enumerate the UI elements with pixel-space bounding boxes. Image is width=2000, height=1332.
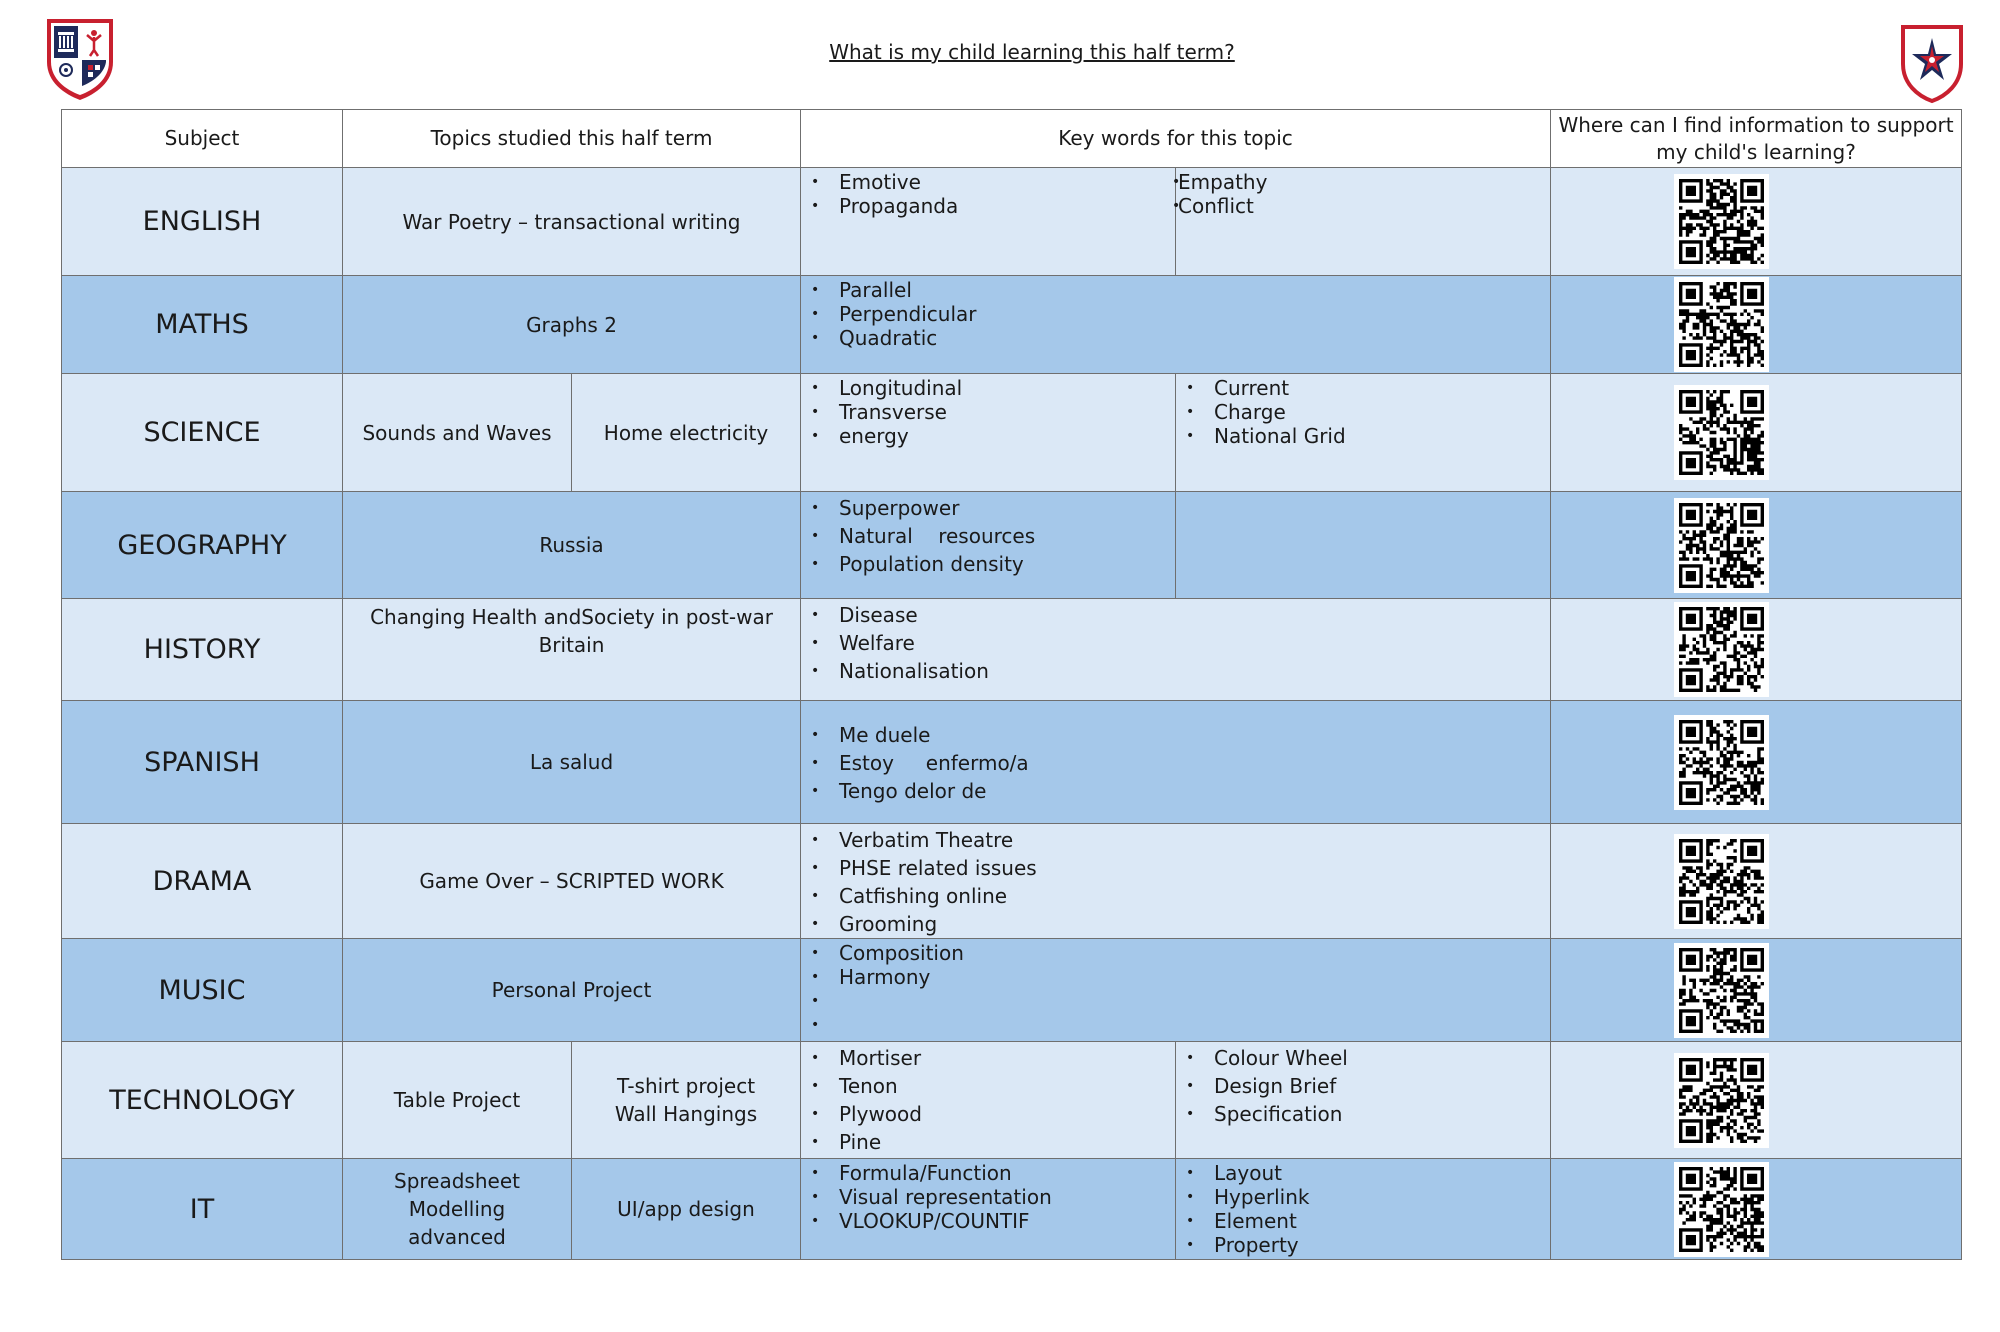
keywords-cell	[801, 276, 1551, 374]
keyword: • Empathy	[1162, 170, 1550, 194]
topic-cell: War Poetry – transactional writing	[343, 168, 801, 276]
topic-cell: Home electricity	[572, 374, 801, 492]
qr-code-icon[interactable]	[1674, 174, 1769, 269]
keyword: • Me duele	[801, 721, 1550, 749]
qr-code-icon[interactable]	[1674, 385, 1769, 480]
qr-cell	[1551, 824, 1962, 939]
keywords-cell	[801, 374, 1176, 492]
topic-cell: UI/app design	[572, 1159, 801, 1260]
subject-cell: TECHNOLOGY	[62, 1042, 343, 1159]
keyword: • Catfishing online	[801, 882, 1550, 910]
keyword: • Visual representation	[801, 1185, 1175, 1209]
keywords-cell	[801, 1042, 1176, 1159]
curriculum-table	[61, 109, 1962, 1260]
keyword: • National Grid	[1176, 424, 1550, 448]
topic-cell: La salud	[343, 701, 801, 824]
table-row	[62, 701, 1962, 824]
qr-cell	[1551, 599, 1962, 701]
keywords-header: Key words for this topic	[801, 110, 1551, 168]
page-title: What is my child learning this half term?	[829, 40, 1235, 64]
keyword: • Tenon	[801, 1072, 1175, 1100]
topic-cell: Personal Project	[343, 939, 801, 1042]
keywords-cell	[1176, 1159, 1551, 1260]
qr-code-icon[interactable]	[1674, 277, 1769, 372]
qr-cell	[1551, 1159, 1962, 1260]
topic-cell: Graphs 2	[343, 276, 801, 374]
qr-cell	[1551, 276, 1962, 374]
keywords-cell	[801, 599, 1551, 701]
qr-code-icon[interactable]	[1674, 943, 1769, 1038]
subject-cell: DRAMA	[62, 824, 343, 939]
topic-cell: Table Project	[343, 1042, 572, 1159]
table-row	[62, 939, 1962, 1042]
keyword: • Longitudinal	[801, 376, 1175, 400]
keyword	[801, 989, 1550, 1013]
keyword: • Harmony	[801, 965, 1550, 989]
keyword: • Composition	[801, 941, 1550, 965]
subject-cell: ENGLISH	[62, 168, 343, 276]
table-row	[62, 374, 1962, 492]
trust-star-crest-icon	[1900, 24, 1964, 104]
qr-code-icon[interactable]	[1674, 1162, 1769, 1257]
qr-code-icon[interactable]	[1674, 498, 1769, 593]
keywords-cell	[801, 492, 1176, 599]
keyword: • Estoy enfermo/a	[801, 749, 1550, 777]
keyword: • Hyperlink	[1176, 1185, 1550, 1209]
keyword: • Natural resources	[801, 522, 1175, 550]
keyword: • energy	[801, 424, 1175, 448]
keyword: • Element	[1176, 1209, 1550, 1233]
keyword: • VLOOKUP/COUNTIF	[801, 1209, 1175, 1233]
qr-cell	[1551, 1042, 1962, 1159]
keyword: • Pine	[801, 1128, 1175, 1156]
table-row	[62, 492, 1962, 599]
subject-header: Subject	[62, 110, 343, 168]
keyword: • Parallel	[801, 278, 1550, 302]
qr-cell	[1551, 939, 1962, 1042]
keyword: • Population density	[801, 550, 1175, 578]
keyword: • Welfare	[801, 629, 1550, 657]
qr-cell	[1551, 374, 1962, 492]
keywords-cell	[1176, 1042, 1551, 1159]
subject-cell: SPANISH	[62, 701, 343, 824]
topic-cell: Changing Health andSociety in post-war Britain	[343, 599, 801, 701]
keyword: • Quadratic	[801, 326, 1550, 350]
subject-cell: IT	[62, 1159, 343, 1260]
keyword: • Property	[1176, 1233, 1550, 1257]
keyword	[801, 1013, 1550, 1037]
subject-cell: SCIENCE	[62, 374, 343, 492]
keyword: • Plywood	[801, 1100, 1175, 1128]
topic-cell: Spreadsheet Modelling advanced	[343, 1159, 572, 1260]
keyword: • Perpendicular	[801, 302, 1550, 326]
keyword: • PHSE related issues	[801, 854, 1550, 882]
keyword: • Tengo delor de	[801, 777, 1550, 805]
keyword: • Charge	[1176, 400, 1550, 424]
qr-code-icon[interactable]	[1674, 1053, 1769, 1148]
keywords-cell	[1176, 168, 1551, 276]
table-row	[62, 276, 1962, 374]
keywords-cell	[1176, 492, 1551, 599]
keyword: • Formula/Function	[801, 1161, 1175, 1185]
subject-cell: HISTORY	[62, 599, 343, 701]
keyword: • Specification	[1176, 1100, 1550, 1128]
support-header: Where can I find information to support my child's learning?	[1551, 110, 1962, 168]
keyword: • Grooming	[801, 910, 1550, 938]
keyword: • Verbatim Theatre	[801, 826, 1550, 854]
keywords-cell	[1176, 374, 1551, 492]
table-row	[62, 599, 1962, 701]
keywords-cell	[801, 939, 1551, 1042]
qr-cell	[1551, 701, 1962, 824]
keyword: • Current	[1176, 376, 1550, 400]
keywords-cell	[801, 168, 1176, 276]
subject-cell: MATHS	[62, 276, 343, 374]
table-row	[62, 824, 1962, 939]
topics-header: Topics studied this half term	[343, 110, 801, 168]
keywords-cell	[801, 824, 1551, 939]
keyword: • Superpower	[801, 494, 1175, 522]
topic-cell: Russia	[343, 492, 801, 599]
keyword: • Emotive	[801, 170, 1175, 194]
keywords-cell	[801, 1159, 1176, 1260]
table-row	[62, 168, 1962, 276]
keyword: • Nationalisation	[801, 657, 1550, 685]
keyword: • Transverse	[801, 400, 1175, 424]
keyword: • Mortiser	[801, 1044, 1175, 1072]
qr-code-icon[interactable]	[1674, 715, 1769, 810]
topic-cell: T-shirt project Wall Hangings	[572, 1042, 801, 1159]
qr-code-icon[interactable]	[1674, 834, 1769, 929]
keyword: • Colour Wheel	[1176, 1044, 1550, 1072]
keyword: • Conflict	[1162, 194, 1550, 218]
keyword: • Disease	[801, 601, 1550, 629]
subject-cell: GEOGRAPHY	[62, 492, 343, 599]
header-row	[62, 110, 1962, 168]
qr-cell	[1551, 492, 1962, 599]
keywords-cell	[801, 701, 1551, 824]
table-row	[62, 1042, 1962, 1159]
keyword: • Layout	[1176, 1161, 1550, 1185]
qr-code-icon[interactable]	[1674, 602, 1769, 697]
subject-cell: MUSIC	[62, 939, 343, 1042]
keyword: • Design Brief	[1176, 1072, 1550, 1100]
keyword: • Propaganda	[801, 194, 1175, 218]
table-row	[62, 1159, 1962, 1260]
topic-cell: Sounds and Waves	[343, 374, 572, 492]
topic-cell: Game Over – SCRIPTED WORK	[343, 824, 801, 939]
qr-cell	[1551, 168, 1962, 276]
